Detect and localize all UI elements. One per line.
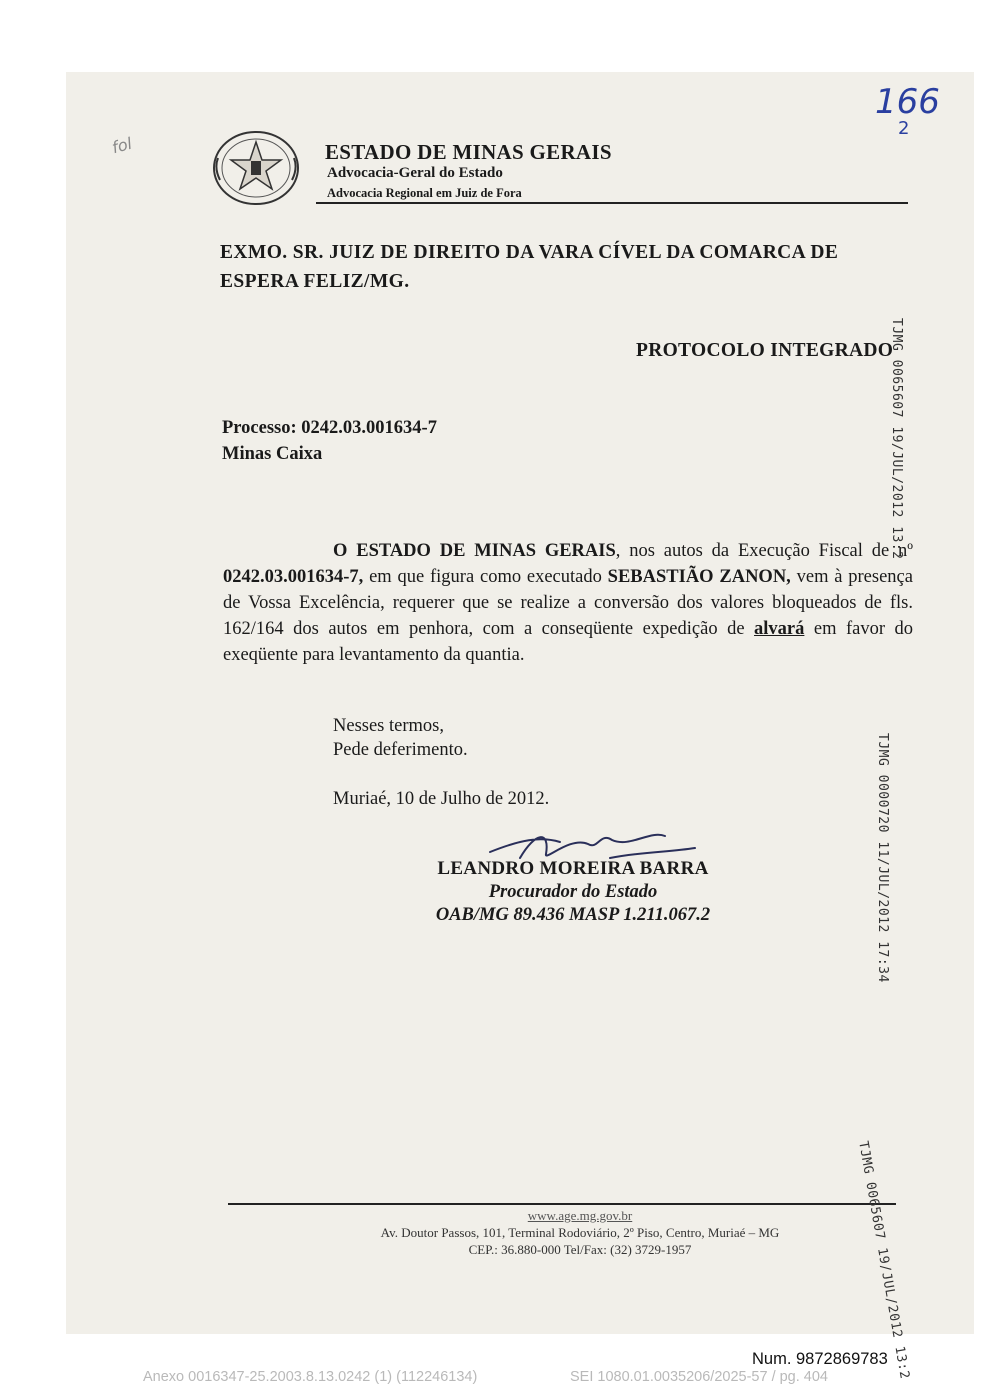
letterhead-office: Advocacia Regional em Juiz de Fora bbox=[327, 186, 522, 200]
closing-line-2: Pede deferimento. bbox=[333, 740, 468, 760]
body-text-3: vem à presença de Vossa Excelência, requerer que se realize a conversão dos valores bloqueados de fls. 162/164 dos autos em penhora, com a conseqüente expedição de bbox=[223, 567, 913, 639]
handwritten-page-number: 166 bbox=[875, 82, 940, 122]
handwritten-margin-note: fol bbox=[109, 133, 134, 158]
letterhead-agency: Advocacia-Geral do Estado bbox=[327, 165, 503, 181]
signer-block bbox=[420, 858, 726, 926]
protocol-stamp-3: TJMG 0065607 19/JUL/2012 13:2 bbox=[855, 1140, 912, 1381]
signer-name: LEANDRO MOREIRA BARRA bbox=[437, 858, 709, 879]
body-defendant: SEBASTIÃO ZANON, bbox=[607, 567, 791, 587]
signer-oab: OAB/MG 89.436 MASP 1.211.067.2 bbox=[435, 905, 711, 925]
protocol-label: PROTOCOLO INTEGRADO bbox=[636, 340, 894, 361]
document-num: Num. 9872869783 bbox=[752, 1350, 888, 1368]
letterhead-state: ESTADO DE MINAS GERAIS bbox=[325, 140, 612, 164]
body-paragraph bbox=[223, 538, 913, 668]
body-case-number: 0242.03.001634-7, bbox=[223, 567, 364, 587]
sei-reference: SEI 1080.01.0035206/2025-57 / pg. 404 bbox=[570, 1369, 828, 1385]
protocol-stamp-1: TJMG 0065607 19/JUL/2012 13:2 bbox=[889, 318, 904, 560]
signer-role: Procurador do Estado bbox=[488, 882, 658, 902]
letterhead-rule bbox=[316, 202, 908, 204]
body-text-2: em que figura como executado bbox=[363, 567, 608, 587]
footer-address: Av. Doutor Passos, 101, Terminal Rodoviário, 2º Piso, Centro, Muriaé – MG bbox=[380, 1225, 780, 1240]
body-highlight: alvará bbox=[754, 619, 805, 639]
body-text-4: em favor do exeqüente para levantamento da quantia. bbox=[223, 619, 913, 665]
footer-rule bbox=[228, 1203, 896, 1205]
footer-contact: CEP.: 36.880-000 Tel/Fax: (32) 3729-1957 bbox=[468, 1242, 692, 1257]
body-subject: O ESTADO DE MINAS GERAIS bbox=[333, 541, 616, 561]
closing-line-1: Nesses termos, bbox=[333, 716, 444, 736]
state-seal-icon bbox=[210, 128, 302, 208]
process-number: Processo: 0242.03.001634-7 bbox=[222, 418, 437, 438]
closing bbox=[333, 714, 468, 762]
addressee: EXMO. SR. JUIZ DE DIREITO DA VARA CÍVEL DA COMARCA DE ESPERA FELIZ/MG. bbox=[220, 242, 839, 292]
annex-reference: Anexo 0016347-25.2003.8.13.0242 (1) (112246134) bbox=[143, 1369, 478, 1385]
protocol-stamp-2: TJMG 0000720 11/JUL/2012 17:34 bbox=[875, 733, 890, 983]
date-line: Muriaé, 10 de Julho de 2012. bbox=[333, 789, 550, 809]
footer-website: www.age.mg.gov.br bbox=[527, 1208, 633, 1223]
process-name: Minas Caixa bbox=[222, 444, 323, 464]
body-text-1: , nos autos da Execução Fiscal de nº bbox=[615, 541, 914, 561]
footer bbox=[280, 1207, 880, 1258]
handwritten-page-sub: 2 bbox=[898, 118, 910, 139]
